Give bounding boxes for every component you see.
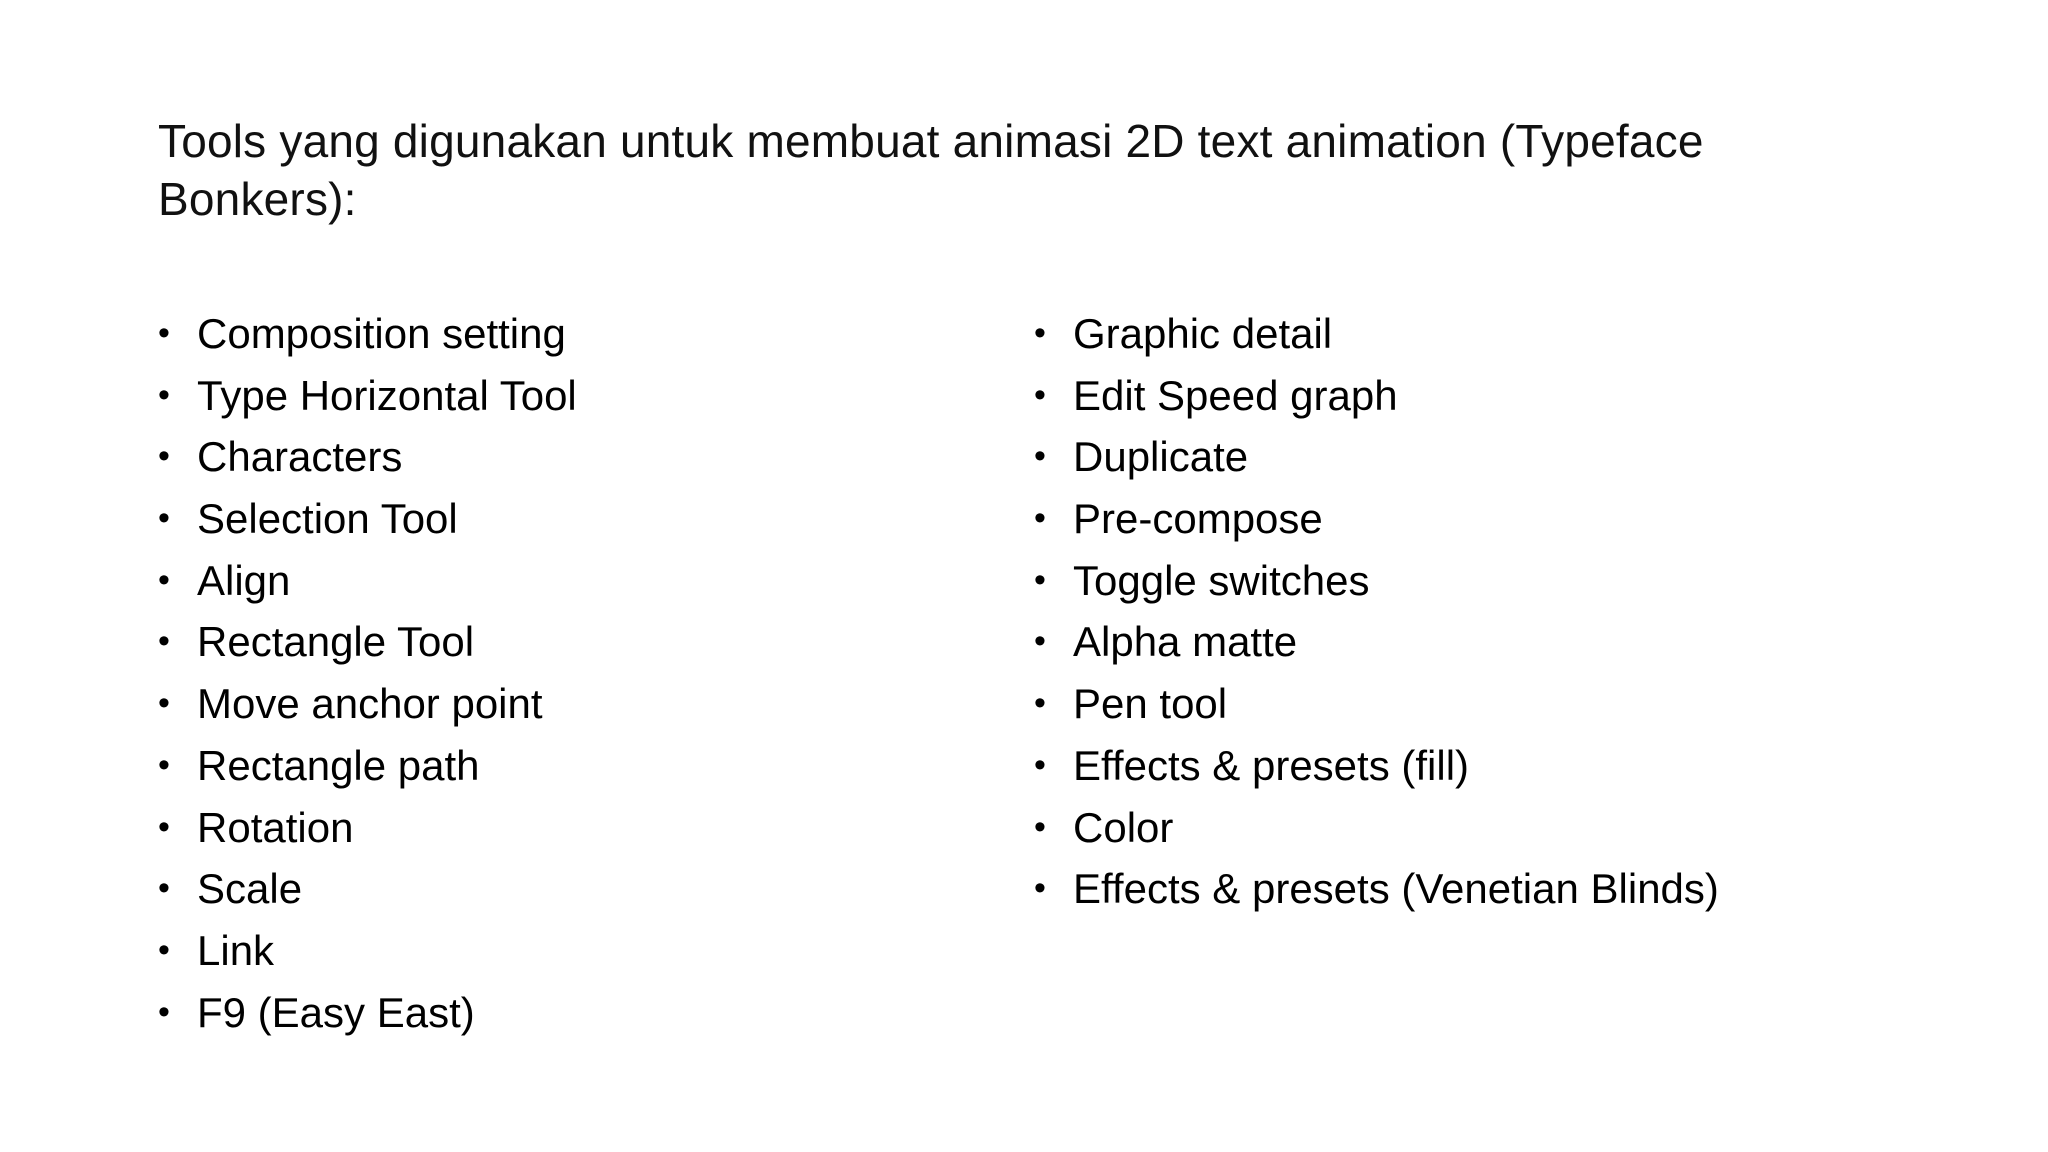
- bullet-icon: •: [1034, 314, 1046, 352]
- bullet-icon: •: [158, 684, 170, 723]
- list-item: [158, 611, 1018, 673]
- list-item: [1034, 797, 2014, 859]
- list-item-label: Rectangle path: [197, 741, 480, 789]
- list-item-label: Edit Speed graph: [1073, 371, 1398, 419]
- list-item-label: Effects & presets (Venetian Blinds): [1073, 865, 1719, 913]
- bullet-icon: •: [1034, 560, 1046, 599]
- list-item: [158, 488, 1018, 550]
- list-item-label: Rotation: [197, 803, 354, 851]
- list-item: [1034, 365, 2014, 427]
- list-item: [158, 920, 1018, 982]
- bullet-icon: •: [158, 560, 170, 599]
- list-item-label: Color: [1073, 803, 1174, 851]
- list-item-label: Toggle switches: [1073, 556, 1370, 604]
- list-item: [158, 550, 1018, 612]
- list-item-label: Pen tool: [1073, 680, 1228, 728]
- list-item-label: Composition setting: [197, 310, 566, 357]
- list-item-label: Move anchor point: [197, 680, 543, 728]
- bullet-icon: •: [158, 375, 170, 414]
- bullet-icon: •: [158, 869, 170, 908]
- bullet-icon: •: [1034, 684, 1046, 723]
- bullet-icon: •: [1034, 375, 1046, 414]
- list-item-label: Alpha matte: [1073, 618, 1298, 666]
- list-item: [1034, 673, 2014, 735]
- bullet-icon: •: [158, 499, 170, 538]
- left-bullet-list: [158, 303, 1018, 1043]
- list-item-label: Type Horizontal Tool: [197, 371, 577, 419]
- list-item-label: Characters: [197, 433, 403, 481]
- slide-title: Tools yang digunakan untuk membuat animasi 2D text animation (Typeface Bonkers):: [158, 115, 1704, 225]
- list-item-label: Scale: [197, 865, 303, 913]
- bullet-icon: •: [158, 622, 170, 661]
- bullet-icon: •: [1034, 622, 1046, 661]
- list-item-label: Link: [197, 926, 275, 974]
- bullet-icon: •: [158, 992, 170, 1031]
- bullet-icon: •: [1034, 807, 1046, 846]
- list-item: [158, 303, 1018, 365]
- list-item-label: Selection Tool: [197, 495, 458, 543]
- list-item-label: Duplicate: [1073, 433, 1249, 481]
- list-item: [1034, 858, 2014, 920]
- list-item-label: F9 (Easy East): [197, 988, 475, 1036]
- bullet-icon: •: [1034, 869, 1046, 908]
- list-item: [158, 982, 1018, 1044]
- list-item-label: Graphic detail: [1073, 310, 1333, 357]
- bullet-icon: •: [158, 930, 170, 969]
- list-item: [1034, 735, 2014, 797]
- list-item-label: Rectangle Tool: [197, 618, 475, 666]
- list-item: [1034, 426, 2014, 488]
- bullet-icon: •: [1034, 437, 1046, 476]
- list-item: [158, 797, 1018, 859]
- bullet-icon: •: [158, 437, 170, 476]
- list-item: [158, 673, 1018, 735]
- right-bullet-list: [1034, 303, 2014, 920]
- list-item-label: Align: [197, 556, 291, 604]
- list-item: [158, 365, 1018, 427]
- list-item: [1034, 611, 2014, 673]
- list-item: [158, 426, 1018, 488]
- list-item: [158, 858, 1018, 920]
- bullet-icon: •: [158, 807, 170, 846]
- bullet-icon: •: [158, 314, 170, 352]
- list-item: [1034, 550, 2014, 612]
- bullet-icon: •: [1034, 745, 1046, 784]
- list-item: [1034, 488, 2014, 550]
- bullet-icon: •: [1034, 499, 1046, 538]
- list-item: [1034, 303, 2014, 365]
- list-item-label: Pre-compose: [1073, 495, 1323, 543]
- list-item: [158, 735, 1018, 797]
- list-item-label: Effects & presets (fill): [1073, 741, 1470, 789]
- bullet-icon: •: [158, 745, 170, 784]
